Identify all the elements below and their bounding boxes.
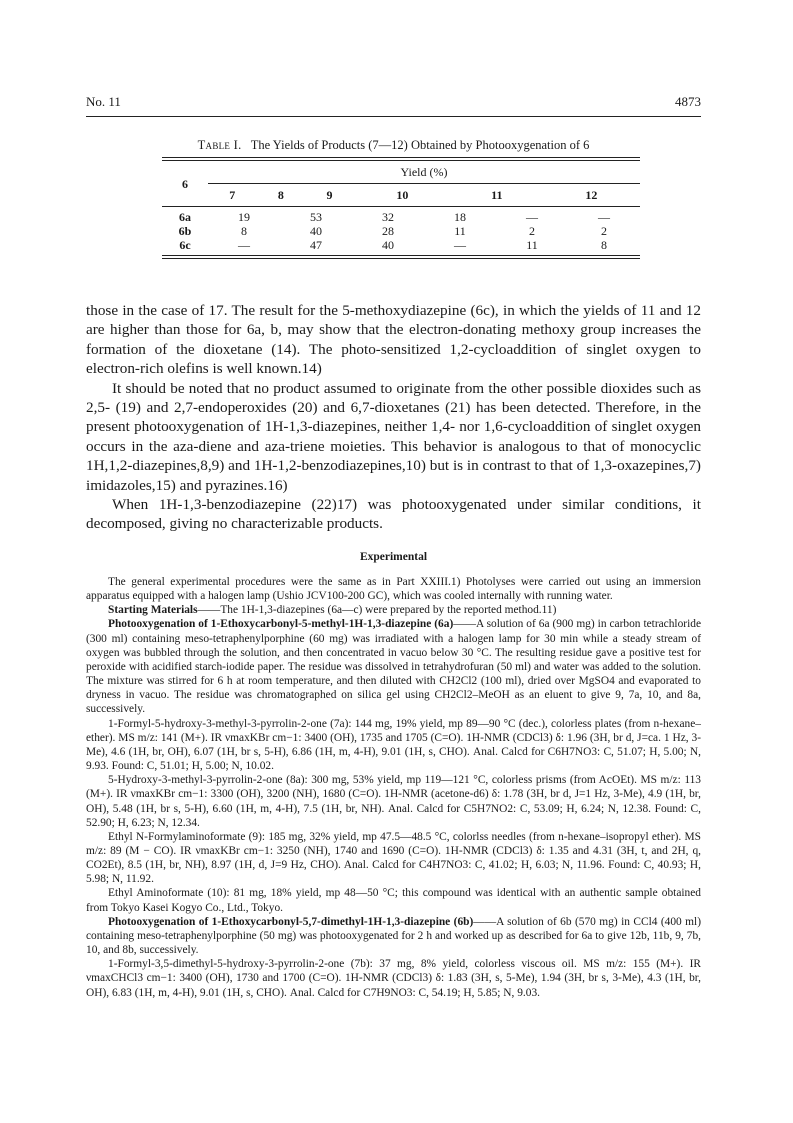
journal-issue: No. 11 <box>86 94 121 109</box>
table-group-header: Yield (%) <box>400 165 448 179</box>
run-in-heading: Photooxygenation of 1-Ethoxycarbonyl-5,7-dimethyl-1H-1,3-diazepine (6b) <box>108 915 474 928</box>
table-column-header: 9 <box>305 184 354 207</box>
paragraph: 1-Formyl-5-hydroxy-3-methyl-3-pyrrolin-2-one (7a): 144 mg, 19% yield, mp 89—90 °C (dec.), colorless plates (from n-hexane–ether). MS m/z: 141 (M+). IR νmaxKBr cm−1: 3400 (OH), 1735 and 1705 (C=O). 1H-NMR (CDCl3) δ: 1.96 (3H, br d, J=ca. 1 Hz, 3-Me), 4.6 (1H, br, OH), 6.07 (1H, br s, 5-H), 6.86 (1H, m, 4-H), 9.01 (1H, s, CHO). Anal. Calcd for C6H7NO3: C, 51.07; H, 5.00; N, 9.93. Found: C, 51.01; H, 5.00; N, 10.02. <box>86 717 701 773</box>
table-cell: — <box>526 210 538 224</box>
table-column-header: 11 <box>451 184 543 207</box>
table-cell: 2 <box>529 224 535 238</box>
main-text <box>86 301 701 534</box>
paragraph: It should be noted that no product assumed to originate from the other possible dioxides such as 2,5- (19) and 2,7-endoperoxides (20) and 6,7-dioxetanes (21) has been detected. Therefore, in the present photooxygenation of 1H-1,3-diazepines, neither 1,4- nor 1,6-cycloaddition of singlet oxygen occurs in the aza-diene and aza-triene moieties. This behavior is analogous to that of monocyclic 1H,1,2-diazepines,8,9) and 1H-1,2-benzodiazepines,10) but is in contrast to that of 1,3-oxazepines,7) imidazoles,15) and pyrazines.16) <box>86 379 701 494</box>
table-cell: 11 <box>526 238 538 252</box>
table-cell: 8 <box>601 238 607 252</box>
paragraph <box>86 617 701 716</box>
table-caption <box>86 138 701 153</box>
table-cell: 40 <box>382 238 394 252</box>
table-cell: 8 <box>241 224 247 238</box>
table-cell: — <box>598 210 610 224</box>
paragraph: The general experimental procedures were the same as in Part XXIII.1) Photolyses were carried out using an immersion apparatus equipped with a halogen lamp (Ushio JCV100-200 GC), which was cooled internally with running water. <box>86 576 701 603</box>
table-cell: 32 <box>382 210 394 224</box>
table-cell: — <box>238 238 250 252</box>
paragraph: Ethyl N-Formylaminoformate (9): 185 mg, 32% yield, mp 47.5—48.5 °C, colorlss needles (from n-hexane–isopropyl ether). MS m/z: 89 (M − CO). IR νmaxKBr cm−1: 3250 (NH), 1740 and 1690 (C=O). 1H-NMR (CDCl3) δ: 1.35 and 4.31 (3H, t, and 2H, q, CO2Et), 8.5 (1H, br, NH), 8.97 (1H, d, J=9 Hz, CHO). Anal. Calcd for C4H7NO3: C, 41.02; H, 6.03; N, 11.96. Found: C, 40.93; H, 5.98; N, 11.92. <box>86 830 701 886</box>
table-cell: — <box>454 238 466 252</box>
table-cell: 47 <box>310 238 322 252</box>
table-cell: 19 <box>238 210 250 224</box>
table-cell: 11 <box>454 224 466 238</box>
table-cell: 2 <box>601 224 607 238</box>
table-column-header: 7 <box>208 184 257 207</box>
experimental-section <box>86 575 701 1000</box>
page-number: 4873 <box>675 94 701 109</box>
paragraph: 5-Hydroxy-3-methyl-3-pyrrolin-2-one (8a): 300 mg, 53% yield, mp 119—121 °C, colorless prisms (from AcOEt). MS m/z: 113 (M+). IR νmaxKBr cm−1: 3300 (OH), 3200 (NH), 1680 (C=O). 1H-NMR (acetone-d6) δ: 1.78 (3H, br d, J=1 Hz, 3-Me), 4.9 (1H, br, OH), 5.48 (1H, br s, 5-H), 6.60 (1H, m, 4-H), 7.5 (1H, br, NH). Anal. Calcd for C5H7NO2: C, 53.09; H, 6.24; N, 12.38. Found: C, 52.90; H, 6.23; N, 12.34. <box>86 774 701 829</box>
table-caption-label: Table I. <box>197 138 242 152</box>
paragraph: those in the case of 17. The result for the 5-methoxydiazepine (6c), in which the yields of 11 and 12 are higher than those for 6a, b, may show that the electron-donating methoxy group increases the formation of the dioxetane (14). The photo-sensitized 1,2-cycloaddition of singlet oxygen to electron-rich olefins is well known.14) <box>86 302 701 378</box>
table-column-header: 10 <box>354 184 451 207</box>
table-row-label: 6c <box>179 238 191 252</box>
header-rule <box>86 116 701 117</box>
table-cell: 40 <box>310 224 322 238</box>
run-in-heading: Photooxygenation of 1-Ethoxycarbonyl-5-methyl-1H-1,3-diazepine (6a) <box>108 618 454 631</box>
paragraph: When 1H-1,3-benzodiazepine (22)17) was photooxygenated under similar conditions, it decomposed, giving no characterizable products. <box>86 496 701 533</box>
table-row <box>162 224 640 238</box>
table-header-rule <box>162 206 640 207</box>
paragraph-text: ——A solution of 6a (900 mg) in carbon tetrachloride (300 ml) containing meso-tetraphenylporphine (60 mg) was irradiated with a halogen lamp for 30 min while a steady stream of oxygen was bubbled through the solution, and then concentrated in vacuo below 30 °C. The resulting residue gave a positive test for peroxide with acidified starch-iodide paper. The residue was dissolved in tetrahydrofuran (50 ml) and water was added to the solution. The mixture was stirred for 6 h at room temperature, and then diluted with CH2Cl2 (100 ml), dried over MgSO4 and evaporated to dryness in vacuo. The residue was chromatographed on silica gel using CH2Cl2–MeOH as an eluent to give 9, 7a, 10, and 8a, successively. <box>86 618 702 716</box>
paragraph <box>86 603 701 617</box>
table-row-header: 6 <box>182 176 188 191</box>
table-column-header: 8 <box>257 184 306 207</box>
table-cell: 28 <box>382 224 394 238</box>
yields-table <box>162 157 640 259</box>
table-row <box>162 210 640 224</box>
table-cell: 53 <box>310 210 322 224</box>
paragraph-text: ——The 1H-1,3-diazepines (6a—c) were prepared by the reported method.11) <box>197 604 557 617</box>
table-row-label: 6a <box>179 210 191 224</box>
table-column-header: 12 <box>543 184 640 207</box>
paragraph: Ethyl Aminoformate (10): 81 mg, 18% yield, mp 48—50 °C; this compound was identical with an authentic sample obtained from Tokyo Kasei Kogyo Co., Ltd., Tokyo. <box>86 887 701 914</box>
table-caption-text: The Yields of Products (7—12) Obtained by Photooxygenation of 6 <box>250 138 590 152</box>
run-in-heading: Starting Materials <box>108 604 198 617</box>
table-cell: 18 <box>454 210 466 224</box>
table-bottom-rule <box>162 255 640 259</box>
paragraph: 1-Formyl-3,5-dimethyl-5-hydroxy-3-pyrrolin-2-one (7b): 37 mg, 8% yield, colorless viscous oil. MS m/z: 155 (M+). IR νmaxCHCl3 cm−1: 3400 (OH), 1730 and 1700 (C=O). 1H-NMR (CDCl3) δ: 1.83 (3H, s, 5-Me), 1.94 (3H, br s, 3-Me), 4.3 (1H, br, OH), 6.83 (1H, m, 4-H), 9.01 (1H, s, CHO). Anal. Calcd for C7H9NO3: C, 54.19; H, 5.85; N, 9.03. <box>86 958 701 999</box>
paragraph-text: ——A solution of 6b (570 mg) in CCl4 (400 ml) containing meso-tetraphenylporphine (50 mg) was photooxygenated for 2 h and worked up as described for 6a to give 12b, 11b, 9, 7b, 10, and 8b, successively. <box>86 915 701 957</box>
paragraph <box>86 915 701 957</box>
table-row <box>162 238 640 252</box>
table-row-label: 6b <box>178 224 192 238</box>
section-heading: Experimental <box>359 551 428 563</box>
